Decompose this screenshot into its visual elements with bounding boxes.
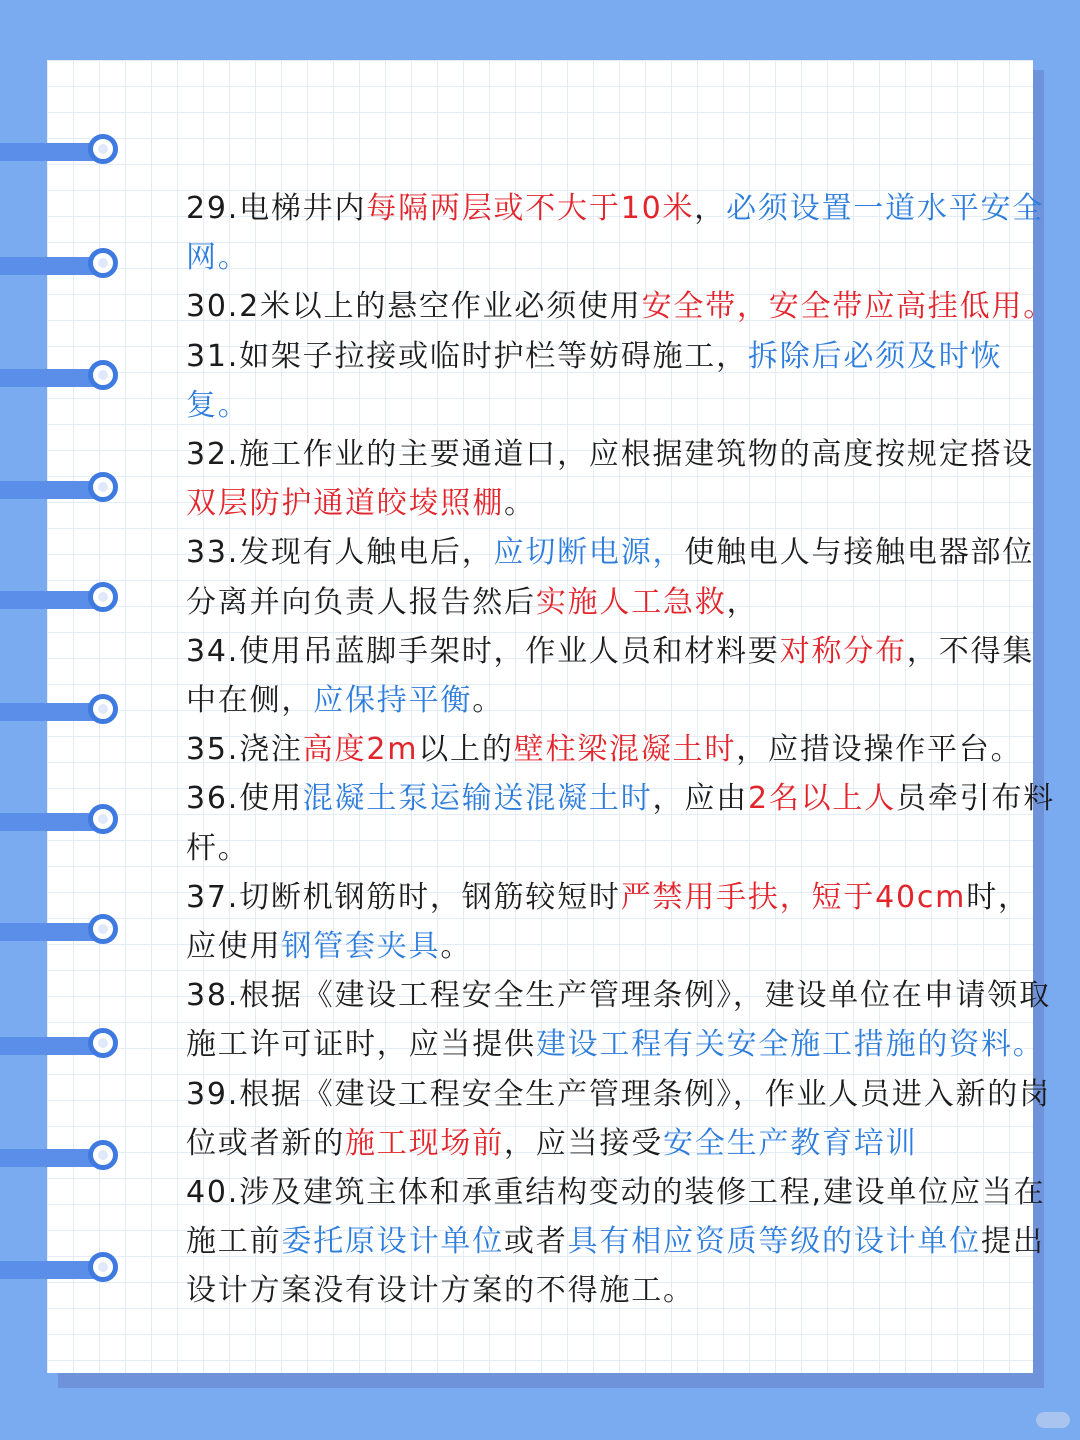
blue-highlight-text: 委托原设计单位: [281, 1224, 505, 1260]
blue-highlight-text: 拆除后必须及时恢复。: [186, 338, 1003, 423]
rule-text: 38.根据《建设工程安全生产管理条例》，建设单位在申请领取施工许可证时，应当提供: [186, 978, 1051, 1063]
rule-text: 。: [440, 929, 473, 965]
rule-text: 34.使用吊蓝脚手架时，作业人员和材料要: [186, 633, 780, 669]
red-highlight-text: 每隔两层或不大于10米: [366, 191, 695, 226]
rule-text: 37.切断机钢筋时，钢筋较短时: [186, 879, 621, 915]
rule-item: [186, 774, 1061, 872]
red-highlight-text: 双层防护通道皎堎照棚: [186, 486, 504, 522]
binding-ring-icon: [0, 802, 124, 842]
red-highlight-text: 高度2m: [302, 732, 419, 768]
red-highlight-text: 安全带，安全带应高挂低用。: [641, 289, 1056, 325]
red-highlight-text: 对称分布: [779, 633, 907, 669]
binding-ring-icon: [0, 132, 124, 172]
rule-text: 员牵引布料杆。: [186, 781, 1056, 866]
blue-highlight-text: 应切断电源，: [493, 535, 685, 571]
blue-highlight-text: 建设工程有关安全施工措施的资料。: [535, 1027, 1045, 1063]
binding-ring-icon: [0, 692, 124, 732]
rule-text: ，应措设操作平台。: [736, 732, 1023, 768]
safety-rules-list: [186, 184, 1061, 1316]
binding-ring-icon: [0, 1026, 124, 1066]
rule-text: 使触电人与接触电器部位分离并向负责人报告然后: [186, 535, 1035, 620]
rule-text: ，应当接受: [504, 1125, 663, 1161]
rule-text: ，应由: [652, 781, 748, 817]
grid-paper-sheet: [47, 60, 1056, 1373]
blue-highlight-text: 混凝土泵运输送混凝土时: [302, 781, 653, 817]
blue-highlight-text: 具有相应资质等级的设计单位: [567, 1224, 982, 1260]
blue-highlight-text: 应保持平衡: [313, 683, 473, 719]
rule-text: 提出设计方案没有设计方案的不得施工。: [186, 1224, 1045, 1309]
watermark-badge: [1036, 1412, 1070, 1428]
rule-text: ，不得集中在侧，: [186, 633, 1035, 719]
binding-ring-icon: [0, 1138, 124, 1178]
rule-text: 以上的: [418, 732, 514, 768]
binding-ring-icon: [0, 470, 124, 510]
rule-text: 35.浇注: [186, 732, 303, 768]
blue-highlight-text: 安全生产教育培训: [663, 1125, 918, 1161]
binding-ring-icon: [0, 246, 124, 286]
binding-ring-icon: [0, 1250, 124, 1290]
rule-item: [186, 1070, 1061, 1168]
blue-highlight-text: 钢管套夹具: [281, 929, 441, 965]
rule-text: 32.施工作业的主要通道口，应根据建筑物的高度按规定搭设: [186, 437, 1035, 473]
rule-text: ，: [694, 191, 727, 226]
red-highlight-text: 壁柱梁混凝土时: [513, 732, 737, 768]
rule-item: [186, 1168, 1061, 1316]
rule-item: [186, 725, 1061, 774]
rule-text: 29.电梯井内: [186, 191, 367, 226]
rule-item: [186, 528, 1061, 626]
rule-text: 或者: [504, 1224, 568, 1260]
red-highlight-text: 实施人工急救: [535, 584, 727, 620]
binding-ring-icon: [0, 580, 124, 620]
rule-text: ，: [726, 584, 759, 620]
rule-item: [186, 873, 1061, 971]
red-highlight-text: 施工现场前: [345, 1125, 504, 1161]
rule-text: 时，应使用: [186, 879, 1030, 965]
binding-ring-icon: [0, 912, 124, 952]
blue-highlight-text: 必须设置一道水平安全网。: [186, 191, 1045, 276]
rule-item: [186, 332, 1061, 430]
rule-item: [186, 971, 1061, 1069]
rule-text: 。: [472, 683, 505, 719]
rule-text: 39.根据《建设工程安全生产管理条例》，作业人员进入新的岗位或者新的: [186, 1076, 1051, 1161]
rule-item: [186, 430, 1061, 528]
rule-text: 33.发现有人触电后，: [186, 535, 494, 571]
red-highlight-text: 2名以上人: [747, 781, 897, 817]
rule-text: 36.使用: [186, 781, 303, 817]
rule-text: 40.涉及建筑主体和承重结构变动的装修工程,建设单位应当在施工前: [186, 1175, 1046, 1260]
binding-ring-icon: [0, 358, 124, 398]
rule-item: [186, 184, 1061, 282]
rule-text: 31.如架子拉接或临时护栏等妨碍施工，: [186, 338, 748, 374]
red-highlight-text: 严禁用手扶，短于40cm: [620, 879, 967, 915]
rule-text: 30.2米以上的悬空作业必须使用: [186, 289, 642, 325]
rule-item: [186, 627, 1061, 725]
rule-item: [186, 282, 1061, 331]
rule-text: 。: [504, 486, 536, 522]
